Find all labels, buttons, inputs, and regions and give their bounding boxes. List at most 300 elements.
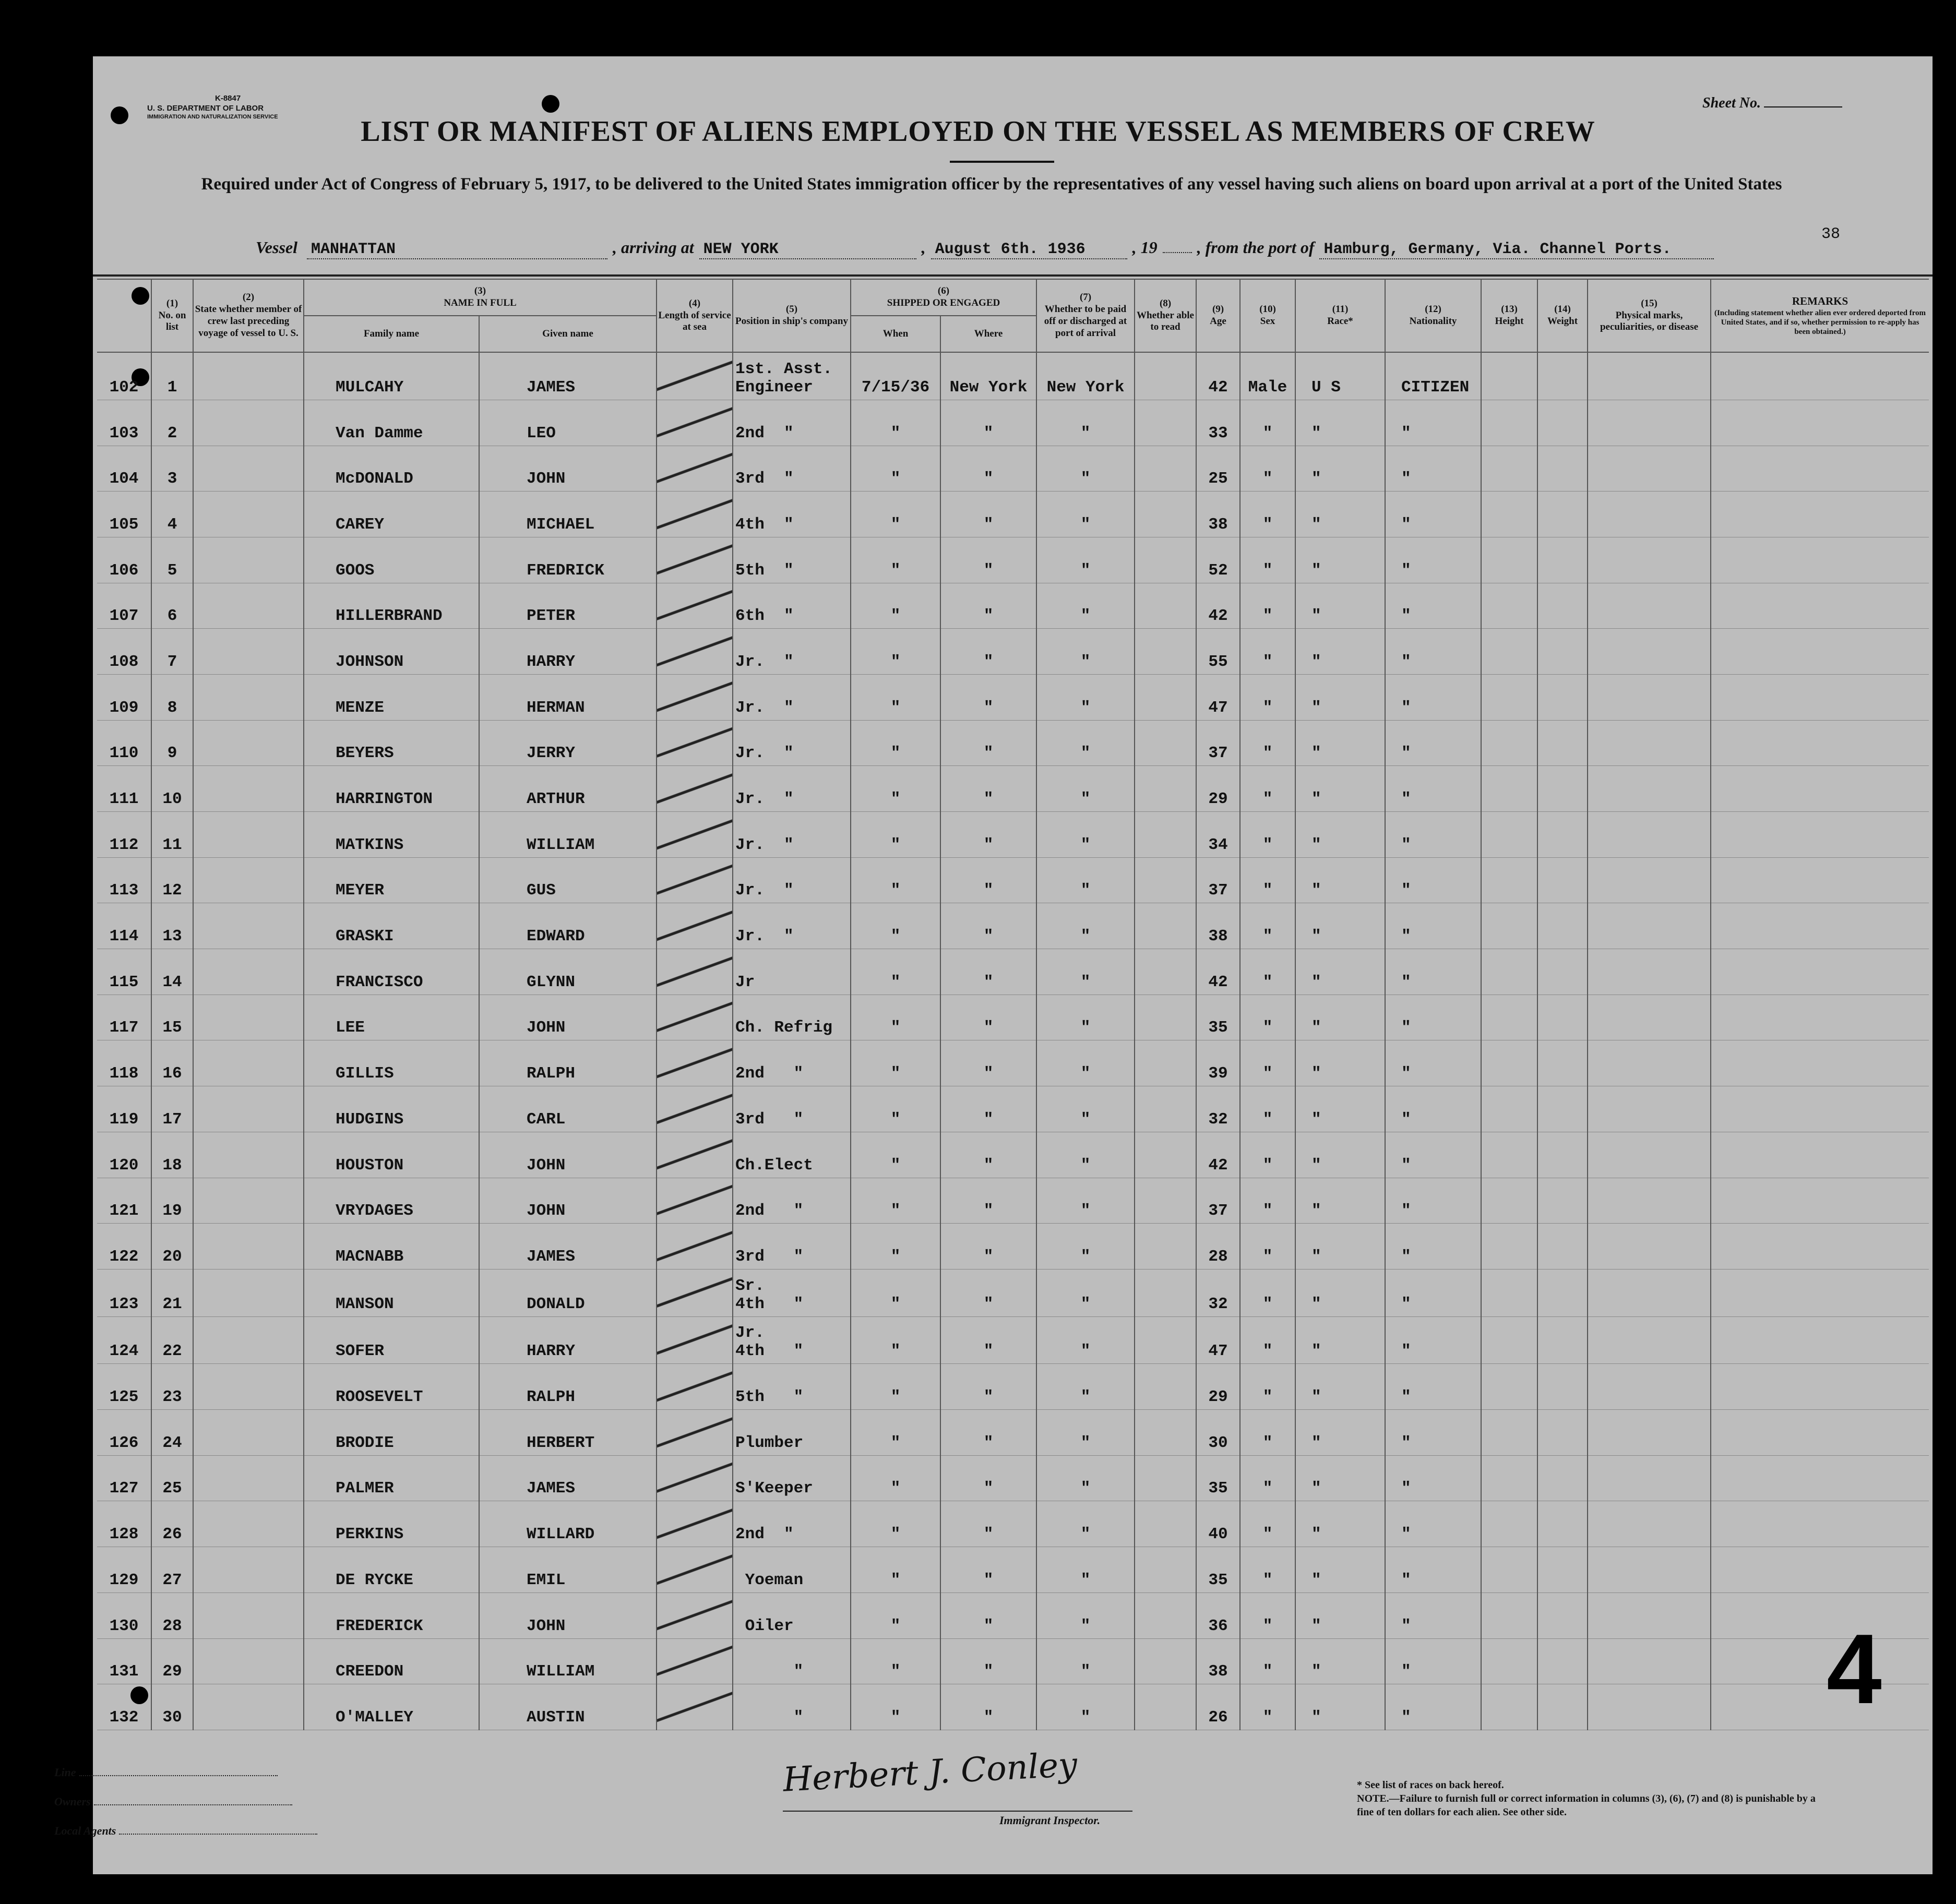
race: " xyxy=(1295,1178,1385,1224)
last-voyage-cell xyxy=(193,1638,304,1684)
list-number: 12 xyxy=(151,857,193,903)
remarks-cell xyxy=(1711,720,1929,766)
family-name: VRYDAGES xyxy=(304,1178,479,1224)
weight-cell xyxy=(1537,766,1588,812)
paid-off-port: " xyxy=(1036,1040,1135,1086)
agents-field xyxy=(54,1824,317,1838)
sex: " xyxy=(1240,720,1295,766)
sex: " xyxy=(1240,1501,1295,1547)
height-cell xyxy=(1481,537,1537,583)
weight-cell xyxy=(1537,1178,1588,1224)
nationality: " xyxy=(1385,1086,1481,1132)
weight-cell xyxy=(1537,400,1588,446)
table-row xyxy=(97,537,1929,583)
given-name: ARTHUR xyxy=(479,766,657,812)
line-number: 124 xyxy=(97,1316,151,1364)
race: " xyxy=(1295,446,1385,492)
age: 42 xyxy=(1196,352,1240,400)
service-length-cell xyxy=(657,1040,733,1086)
given-name: MICHAEL xyxy=(479,492,657,537)
shipped-where: " xyxy=(940,537,1036,583)
age: 52 xyxy=(1196,537,1240,583)
race: " xyxy=(1295,629,1385,675)
height-cell xyxy=(1481,812,1537,858)
height-cell xyxy=(1481,1269,1537,1316)
table-row xyxy=(97,1547,1929,1593)
header-remarks: REMARKS (Including statement whether alien ever ordered deported from United States, and if so, whether permission to re-apply has been obtained.) xyxy=(1711,279,1929,352)
list-number: 30 xyxy=(151,1684,193,1730)
service-length-cell xyxy=(657,1086,733,1132)
paid-off-port: " xyxy=(1036,583,1135,629)
shipped-where: " xyxy=(940,1364,1036,1410)
paid-off-port: " xyxy=(1036,812,1135,858)
able-to-read-cell xyxy=(1135,995,1196,1040)
line-number: 121 xyxy=(97,1178,151,1224)
given-name: CARL xyxy=(479,1086,657,1132)
last-voyage-cell xyxy=(193,400,304,446)
line-number: 111 xyxy=(97,766,151,812)
given-name: LEO xyxy=(479,400,657,446)
remarks-cell xyxy=(1711,995,1929,1040)
footnote xyxy=(1357,1778,1827,1819)
physical-marks-cell xyxy=(1588,1178,1711,1224)
family-name: MULCAHY xyxy=(304,352,479,400)
age: 37 xyxy=(1196,1178,1240,1224)
nationality: " xyxy=(1385,1547,1481,1593)
paid-off-port: " xyxy=(1036,1455,1135,1501)
table-row xyxy=(97,1269,1929,1316)
last-voyage-cell xyxy=(193,583,304,629)
remarks-cell xyxy=(1711,857,1929,903)
shipped-when: " xyxy=(851,1178,940,1224)
shipped-when: " xyxy=(851,674,940,720)
agents-label: Local Agents xyxy=(54,1824,116,1837)
paid-off-port: " xyxy=(1036,446,1135,492)
weight-cell xyxy=(1537,812,1588,858)
paid-off-port: " xyxy=(1036,492,1135,537)
sex: Male xyxy=(1240,352,1295,400)
shipped-where: " xyxy=(940,1592,1036,1638)
header-where: Where xyxy=(940,316,1036,352)
race: " xyxy=(1295,1364,1385,1410)
given-name: EDWARD xyxy=(479,903,657,949)
shipped-when: 7/15/36 xyxy=(851,352,940,400)
last-voyage-cell xyxy=(193,537,304,583)
weight-cell xyxy=(1537,537,1588,583)
list-number: 17 xyxy=(151,1086,193,1132)
given-name: DONALD xyxy=(479,1269,657,1316)
table-row xyxy=(97,812,1929,858)
able-to-read-cell xyxy=(1135,949,1196,995)
height-cell xyxy=(1481,766,1537,812)
shipped-where: " xyxy=(940,1269,1036,1316)
paid-off-port: " xyxy=(1036,1132,1135,1178)
last-voyage-cell xyxy=(193,1364,304,1410)
race: " xyxy=(1295,1269,1385,1316)
service-length-cell xyxy=(657,400,733,446)
crew-rows xyxy=(97,352,1929,1730)
position: 5th " xyxy=(733,1364,851,1410)
height-cell xyxy=(1481,903,1537,949)
given-name: HARRY xyxy=(479,629,657,675)
paid-off-port: " xyxy=(1036,949,1135,995)
able-to-read-cell xyxy=(1135,1684,1196,1730)
nationality: " xyxy=(1385,1132,1481,1178)
age: 35 xyxy=(1196,995,1240,1040)
last-voyage-cell xyxy=(193,1224,304,1270)
header-race: (11) Race* xyxy=(1295,279,1385,352)
paid-off-port: " xyxy=(1036,1224,1135,1270)
race: " xyxy=(1295,400,1385,446)
line-number: 117 xyxy=(97,995,151,1040)
last-voyage-cell xyxy=(193,492,304,537)
list-number: 27 xyxy=(151,1547,193,1593)
able-to-read-cell xyxy=(1135,1455,1196,1501)
paid-off-port: " xyxy=(1036,1364,1135,1410)
shipped-where: " xyxy=(940,1178,1036,1224)
family-name: HARRINGTON xyxy=(304,766,479,812)
sex: " xyxy=(1240,492,1295,537)
age: 32 xyxy=(1196,1086,1240,1132)
age: 36 xyxy=(1196,1592,1240,1638)
family-name: BRODIE xyxy=(304,1410,479,1456)
able-to-read-cell xyxy=(1135,903,1196,949)
list-number: 3 xyxy=(151,446,193,492)
nationality: " xyxy=(1385,1316,1481,1364)
age: 29 xyxy=(1196,1364,1240,1410)
sex: " xyxy=(1240,1455,1295,1501)
given-name: AUSTIN xyxy=(479,1684,657,1730)
vessel-name: MANHATTAN xyxy=(307,241,607,259)
weight-cell xyxy=(1537,1269,1588,1316)
shipped-when: " xyxy=(851,720,940,766)
weight-cell xyxy=(1537,1684,1588,1730)
race: " xyxy=(1295,720,1385,766)
paid-off-port: " xyxy=(1036,1410,1135,1456)
weight-cell xyxy=(1537,492,1588,537)
nationality: " xyxy=(1385,720,1481,766)
shipped-where: " xyxy=(940,583,1036,629)
nationality: " xyxy=(1385,583,1481,629)
remarks-cell xyxy=(1711,766,1929,812)
sex: " xyxy=(1240,1684,1295,1730)
nationality: " xyxy=(1385,1455,1481,1501)
sex: " xyxy=(1240,1269,1295,1316)
family-name: LEE xyxy=(304,995,479,1040)
header-family-name: Family name xyxy=(304,316,479,352)
given-name: JAMES xyxy=(479,1455,657,1501)
remarks-cell xyxy=(1711,674,1929,720)
header-height: (13) Height xyxy=(1481,279,1537,352)
physical-marks-cell xyxy=(1588,583,1711,629)
given-name: JOHN xyxy=(479,1132,657,1178)
race: " xyxy=(1295,492,1385,537)
position: 2nd " xyxy=(733,1040,851,1086)
table-row xyxy=(97,1224,1929,1270)
age: 47 xyxy=(1196,1316,1240,1364)
race: " xyxy=(1295,1316,1385,1364)
signature-line xyxy=(783,1811,1132,1812)
last-voyage-cell xyxy=(193,1501,304,1547)
age: 28 xyxy=(1196,1224,1240,1270)
remarks-cell xyxy=(1711,1592,1929,1638)
family-name: HOUSTON xyxy=(304,1132,479,1178)
race: " xyxy=(1295,1638,1385,1684)
header-rule xyxy=(93,274,1933,277)
nationality: " xyxy=(1385,446,1481,492)
age: 32 xyxy=(1196,1269,1240,1316)
line-field xyxy=(54,1766,278,1779)
paid-off-port: " xyxy=(1036,1269,1135,1316)
remarks-cell xyxy=(1711,537,1929,583)
table-row xyxy=(97,352,1929,400)
line-number: 132 xyxy=(97,1684,151,1730)
sex: " xyxy=(1240,1178,1295,1224)
physical-marks-cell xyxy=(1588,720,1711,766)
position: Sr. 4th " xyxy=(733,1269,851,1316)
family-name: BEYERS xyxy=(304,720,479,766)
line-number: 119 xyxy=(97,1086,151,1132)
race: U S xyxy=(1295,352,1385,400)
table-row xyxy=(97,766,1929,812)
race: " xyxy=(1295,1684,1385,1730)
physical-marks-cell xyxy=(1588,674,1711,720)
shipped-where: " xyxy=(940,1410,1036,1456)
owners-label: Owners xyxy=(54,1795,91,1808)
service-length-cell xyxy=(657,1455,733,1501)
arrival-date: August 6th. 1936 xyxy=(931,241,1127,259)
table-row xyxy=(97,720,1929,766)
shipped-where: " xyxy=(940,629,1036,675)
shipped-when: " xyxy=(851,949,940,995)
shipped-where: " xyxy=(940,949,1036,995)
able-to-read-cell xyxy=(1135,583,1196,629)
last-voyage-cell xyxy=(193,1547,304,1593)
able-to-read-cell xyxy=(1135,1547,1196,1593)
list-number: 22 xyxy=(151,1316,193,1364)
given-name: JERRY xyxy=(479,720,657,766)
height-cell xyxy=(1481,446,1537,492)
table-row xyxy=(97,583,1929,629)
remarks-cell xyxy=(1711,1455,1929,1501)
list-number: 11 xyxy=(151,812,193,858)
family-name: FRANCISCO xyxy=(304,949,479,995)
given-name: GUS xyxy=(479,857,657,903)
table-row xyxy=(97,1501,1929,1547)
sex: " xyxy=(1240,1316,1295,1364)
given-name: WILLARD xyxy=(479,1501,657,1547)
service-length-cell xyxy=(657,1547,733,1593)
line-number: 106 xyxy=(97,537,151,583)
title-rule xyxy=(950,161,1054,163)
header-able-to-read: (8) Whether able to read xyxy=(1135,279,1196,352)
shipped-when: " xyxy=(851,1501,940,1547)
paid-off-port: " xyxy=(1036,766,1135,812)
height-cell xyxy=(1481,1040,1537,1086)
height-cell xyxy=(1481,352,1537,400)
line-number: 102 xyxy=(97,352,151,400)
race: " xyxy=(1295,674,1385,720)
table-row xyxy=(97,1040,1929,1086)
able-to-read-cell xyxy=(1135,720,1196,766)
last-voyage-cell xyxy=(193,857,304,903)
able-to-read-cell xyxy=(1135,1132,1196,1178)
shipped-when: " xyxy=(851,1364,940,1410)
shipped-where: " xyxy=(940,812,1036,858)
nationality: " xyxy=(1385,537,1481,583)
line-number: 128 xyxy=(97,1501,151,1547)
age: 37 xyxy=(1196,720,1240,766)
list-number: 2 xyxy=(151,400,193,446)
given-name: JOHN xyxy=(479,1178,657,1224)
position: Ch.Elect xyxy=(733,1132,851,1178)
remarks-cell xyxy=(1711,583,1929,629)
list-number: 14 xyxy=(151,949,193,995)
table-row xyxy=(97,903,1929,949)
last-voyage-cell xyxy=(193,1040,304,1086)
table-row xyxy=(97,1455,1929,1501)
family-name: O'MALLEY xyxy=(304,1684,479,1730)
age: 25 xyxy=(1196,446,1240,492)
table-row xyxy=(97,674,1929,720)
remarks-cell xyxy=(1711,1684,1929,1730)
family-name: GRASKI xyxy=(304,903,479,949)
remarks-cell xyxy=(1711,446,1929,492)
given-name: FREDRICK xyxy=(479,537,657,583)
physical-marks-cell xyxy=(1588,1638,1711,1684)
weight-cell xyxy=(1537,1224,1588,1270)
header-position: (5) Position in ship's company xyxy=(733,279,851,352)
age: 38 xyxy=(1196,903,1240,949)
table-row xyxy=(97,1638,1929,1684)
position: 2nd " xyxy=(733,1501,851,1547)
race: " xyxy=(1295,1547,1385,1593)
table-row xyxy=(97,629,1929,675)
weight-cell xyxy=(1537,1132,1588,1178)
shipped-when: " xyxy=(851,629,940,675)
race: " xyxy=(1295,812,1385,858)
remarks-cell xyxy=(1711,1364,1929,1410)
sex: " xyxy=(1240,903,1295,949)
sex: " xyxy=(1240,446,1295,492)
last-voyage-cell xyxy=(193,949,304,995)
physical-marks-cell xyxy=(1588,812,1711,858)
height-cell xyxy=(1481,1316,1537,1364)
nationality: " xyxy=(1385,492,1481,537)
able-to-read-cell xyxy=(1135,1501,1196,1547)
position: 4th " xyxy=(733,492,851,537)
age: 47 xyxy=(1196,674,1240,720)
weight-cell xyxy=(1537,1592,1588,1638)
paid-off-port: " xyxy=(1036,1086,1135,1132)
able-to-read-cell xyxy=(1135,629,1196,675)
race: " xyxy=(1295,1592,1385,1638)
service-length-cell xyxy=(657,1364,733,1410)
shipped-where: " xyxy=(940,492,1036,537)
nationality: " xyxy=(1385,1224,1481,1270)
race-footnote: * See list of races on back hereof. xyxy=(1357,1779,1504,1791)
remarks-cell xyxy=(1711,629,1929,675)
sex: " xyxy=(1240,995,1295,1040)
shipped-when: " xyxy=(851,1684,940,1730)
weight-cell xyxy=(1537,857,1588,903)
remarks-cell xyxy=(1711,949,1929,995)
nationality: " xyxy=(1385,857,1481,903)
position: 6th " xyxy=(733,583,851,629)
family-name: MENZE xyxy=(304,674,479,720)
list-number: 18 xyxy=(151,1132,193,1178)
service-length-cell xyxy=(657,857,733,903)
sheet-number-field xyxy=(1702,95,1842,112)
form-number: K-8847 xyxy=(215,94,241,103)
shipped-when: " xyxy=(851,400,940,446)
physical-marks-cell xyxy=(1588,903,1711,949)
line-number: 127 xyxy=(97,1455,151,1501)
line-number: 109 xyxy=(97,674,151,720)
given-name: HARRY xyxy=(479,1316,657,1364)
list-number: 13 xyxy=(151,903,193,949)
family-name: HILLERBRAND xyxy=(304,583,479,629)
sex: " xyxy=(1240,766,1295,812)
service-length-cell xyxy=(657,1269,733,1316)
nationality: " xyxy=(1385,1592,1481,1638)
service-length-cell xyxy=(657,766,733,812)
physical-marks-cell xyxy=(1588,492,1711,537)
weight-cell xyxy=(1537,1501,1588,1547)
line-number: 126 xyxy=(97,1410,151,1456)
header-name-in-full: (3) NAME IN FULL xyxy=(304,279,657,316)
nationality: " xyxy=(1385,1410,1481,1456)
shipped-when: " xyxy=(851,537,940,583)
weight-cell xyxy=(1537,1638,1588,1684)
position: Yoeman xyxy=(733,1547,851,1593)
race: " xyxy=(1295,1040,1385,1086)
age: 42 xyxy=(1196,1132,1240,1178)
weight-cell xyxy=(1537,1040,1588,1086)
physical-marks-cell xyxy=(1588,1547,1711,1593)
weight-cell xyxy=(1537,674,1588,720)
line-number: 113 xyxy=(97,857,151,903)
height-cell xyxy=(1481,1178,1537,1224)
remarks-cell xyxy=(1711,352,1929,400)
list-number: 7 xyxy=(151,629,193,675)
height-cell xyxy=(1481,995,1537,1040)
family-name: ROOSEVELT xyxy=(304,1364,479,1410)
line-number: 122 xyxy=(97,1224,151,1270)
family-name: HUDGINS xyxy=(304,1086,479,1132)
able-to-read-cell xyxy=(1135,1592,1196,1638)
remarks-cell xyxy=(1711,1410,1929,1456)
line-number: 112 xyxy=(97,812,151,858)
last-voyage-cell xyxy=(193,903,304,949)
service-length-cell xyxy=(657,1684,733,1730)
paid-off-port: " xyxy=(1036,1684,1135,1730)
able-to-read-cell xyxy=(1135,674,1196,720)
shipped-where: " xyxy=(940,446,1036,492)
height-cell xyxy=(1481,629,1537,675)
position: 2nd " xyxy=(733,1178,851,1224)
height-cell xyxy=(1481,1501,1537,1547)
header-last-voyage: (2) State whether member of crew last preceding voyage of vessel to U. S. xyxy=(193,279,304,352)
weight-cell xyxy=(1537,352,1588,400)
line-number: 103 xyxy=(97,400,151,446)
race: " xyxy=(1295,995,1385,1040)
list-number: 24 xyxy=(151,1410,193,1456)
line-number: 107 xyxy=(97,583,151,629)
shipped-when: " xyxy=(851,995,940,1040)
sex: " xyxy=(1240,1086,1295,1132)
paid-off-port: " xyxy=(1036,1547,1135,1593)
